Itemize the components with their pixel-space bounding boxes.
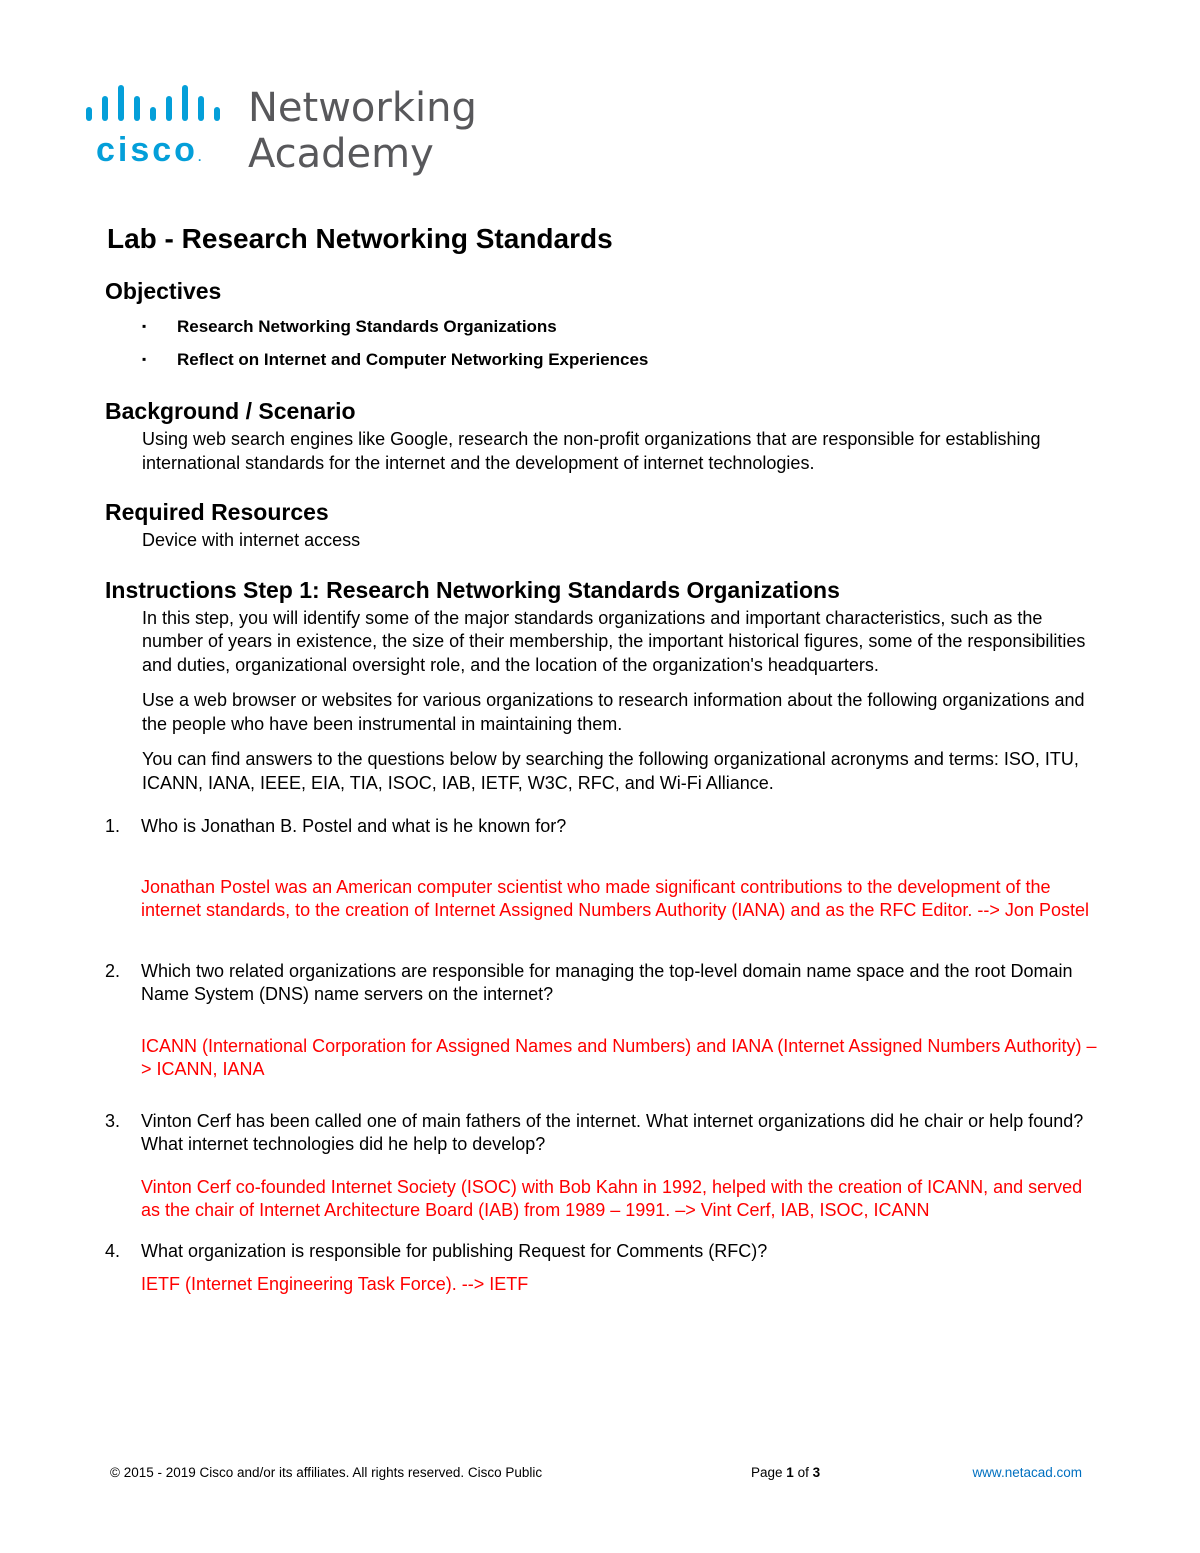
resources-heading: Required Resources — [105, 499, 329, 525]
list-item: ▪ Research Networking Standards Organizations — [105, 310, 1105, 343]
netacad-link[interactable]: www.netacad.com — [972, 1465, 1082, 1480]
page-title: Lab - Research Networking Standards — [107, 223, 613, 254]
resources-text: Device with internet access — [142, 530, 361, 550]
page-number: Page 1 of 3 — [751, 1465, 821, 1480]
background-text: Using web search engines like Google, research the non-profit organizations that are responsible for establishing international standards for the internet and the development of internet technologies. — [142, 429, 1041, 473]
logo-title — [248, 85, 477, 177]
question-2: 2. Which two related organizations are responsible for managing the top-level domain name space and the root Domain Name System (DNS) name servers on the internet? — [105, 960, 1073, 1004]
answer-2: ICANN (International Corporation for Assigned Names and Numbers) and IANA (Internet Assigned Numbers Authority) –> ICANN, IANA — [141, 1035, 1097, 1079]
bullet-icon: ▪ — [142, 319, 147, 333]
answer-4: IETF (Internet Engineering Task Force). --> IETF — [141, 1274, 529, 1294]
answer-1: Jonathan Postel was an American computer scientist who made significant contributions to the development of the internet standards, to the creation of Internet Assigned Numbers Authority (IANA) and as the RFC Editor. --> Jon Postel — [141, 876, 1089, 920]
document-body — [105, 220, 1105, 1297]
cisco-bars-icon — [86, 85, 236, 125]
logo-line-academy: Academy — [248, 131, 434, 177]
page-footer — [110, 1465, 1090, 1485]
instructions-paragraph: Use a web browser or websites for various organizations to research information about the following organizations and the people who have been instrumental in maintaining them. — [142, 690, 1085, 734]
list-item: ▪ Reflect on Internet and Computer Networking Experiences — [105, 343, 1105, 376]
answer-3: Vinton Cerf co-founded Internet Society (ISOC) with Bob Kahn in 1992, helped with the creation of ICANN, and served as the chair of Internet Architecture Board (IAB) from 1989 – 1991. –> Vint Cerf, IAB, ISOC, ICANN — [141, 1176, 1083, 1220]
objectives-heading: Objectives — [105, 278, 222, 304]
instructions-paragraph: You can find answers to the questions below by searching the following organizational acronyms and terms: ISO, ITU, ICANN, IANA, IEEE, EIA, TIA, ISOC, IAB, IETF, W3C, RFC, and Wi-Fi Alliance. — [142, 749, 1079, 793]
instructions-paragraph: In this step, you will identify some of the major standards organizations and important characteristics, such as the number of years in existence, the size of their membership, the important historical figures, some of the responsibilities and duties, organizational oversight role, and the location of the organization's headquarters. — [142, 607, 1086, 675]
question-4: 4. What organization is responsible for publishing Request for Comments (RFC)? — [105, 1240, 768, 1261]
question-3: 3. Vinton Cerf has been called one of main fathers of the internet. What internet organizations did he chair or help found? What internet technologies did he help to develop? — [105, 1110, 1084, 1154]
instructions-heading: Instructions Step 1: Research Networking Standards Organizations — [105, 576, 840, 603]
cisco-wordmark: cisco. — [96, 131, 202, 169]
cisco-networking-academy-logo — [86, 85, 486, 180]
bullet-icon: ▪ — [142, 352, 147, 366]
objectives-list — [105, 310, 1105, 376]
logo-line-networking: Networking — [248, 85, 477, 131]
copyright-text: © 2015 - 2019 Cisco and/or its affiliates. All rights reserved. Cisco Public — [110, 1465, 543, 1480]
background-heading: Background / Scenario — [105, 398, 356, 424]
question-1: 1. Who is Jonathan B. Postel and what is he known for? — [105, 816, 567, 836]
